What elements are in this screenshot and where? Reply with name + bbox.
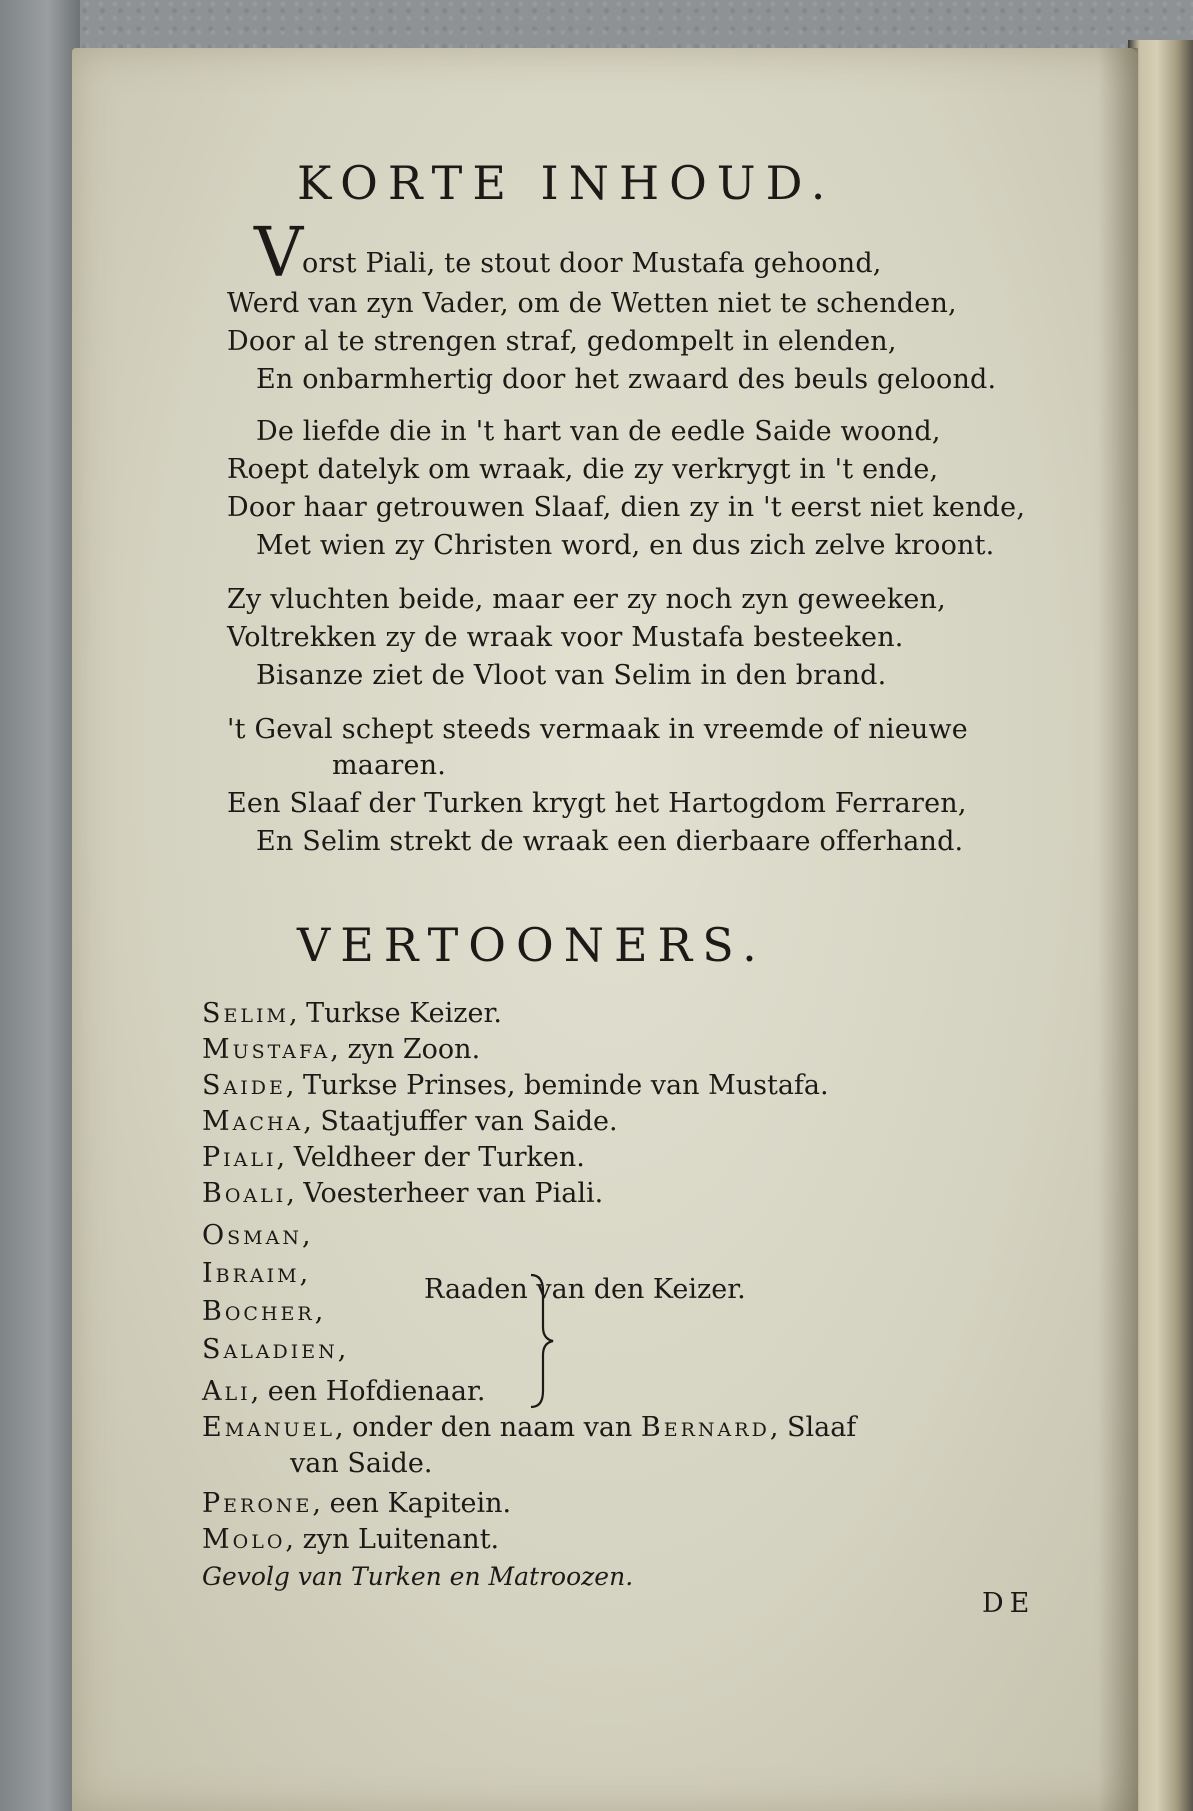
summary-line: De liefde die in 't hart van de eedle Saide woond, — [256, 416, 941, 447]
summary-line: En onbarmhertig door het zwaard des beuls geloond. — [256, 364, 997, 395]
cast-entry — [202, 998, 502, 1029]
spine-shadow — [1098, 48, 1138, 1811]
cast-desc: , — [299, 1258, 309, 1289]
cast-entry — [202, 1524, 499, 1555]
cast-name: Mustafa — [202, 1034, 331, 1065]
cast-heading: VERTOONERS. — [297, 918, 767, 972]
summary-line: Voltrekken zy de wraak voor Mustafa besteeken. — [227, 622, 904, 653]
summary-line: En Selim strekt de wraak een dierbaare offerhand. — [256, 826, 964, 857]
cast-name: Piali — [202, 1142, 277, 1173]
background-cloth — [0, 0, 80, 1811]
council-label: Raaden van den Keizer. — [424, 1274, 746, 1305]
cast-entry — [202, 1220, 311, 1251]
cast-desc: , zyn Luitenant. — [285, 1524, 500, 1555]
cast-entry — [202, 1070, 829, 1101]
cast-desc: , Veldheer der Turken. — [276, 1142, 585, 1173]
cast-entry — [202, 1106, 618, 1137]
cast-retinue: Gevolg van Turken en Matroozen. — [202, 1562, 634, 1591]
cast-name: Macha — [202, 1106, 304, 1137]
cast-desc: , zyn Zoon. — [330, 1034, 481, 1065]
cast-entry — [202, 1142, 585, 1173]
summary-line: Zy vluchten beide, maar eer zy noch zyn geweeken, — [227, 584, 946, 615]
cast-entry — [202, 1296, 323, 1327]
cast-entry — [202, 1334, 346, 1365]
cast-desc: , Staatjuffer van Saide. — [303, 1106, 618, 1137]
summary-line: Door al te strengen straf, gedompelt in elenden, — [227, 326, 897, 357]
cast-name: Ibraim — [202, 1258, 300, 1289]
cast-desc: , — [301, 1220, 311, 1251]
cast-name: Saladien — [202, 1334, 338, 1365]
cast-entry — [202, 1376, 486, 1407]
drop-cap: V — [254, 214, 304, 293]
cast-desc: , een Kapitein. — [312, 1488, 512, 1519]
summary-line: maaren. — [332, 750, 447, 781]
summary-heading: KORTE INHOUD. — [297, 156, 836, 210]
cast-entry — [202, 1258, 308, 1289]
summary-line: Roept datelyk om wraak, die zy verkrygt in 't ende, — [227, 454, 939, 485]
cast-desc: , een Hofdienaar. — [250, 1376, 486, 1407]
summary-line: 't Geval schept steeds vermaak in vreemde of nieuwe — [227, 714, 968, 745]
cast-name: Saide — [202, 1070, 286, 1101]
summary-line: Bisanze ziet de Vloot van Selim in den brand. — [256, 660, 887, 691]
cast-desc: , Voesterheer van Piali. — [286, 1178, 604, 1209]
cast-entry-continuation: van Saide. — [290, 1448, 433, 1479]
cast-name: Osman — [202, 1220, 302, 1251]
cast-name: Bocher — [202, 1296, 315, 1327]
summary-line: Met wien zy Christen word, en dus zich zelve kroont. — [256, 530, 995, 561]
cast-entry — [202, 1178, 603, 1209]
cast-name: Perone — [202, 1488, 313, 1519]
cast-name: Molo — [202, 1524, 286, 1555]
cast-name: Boali — [202, 1178, 287, 1209]
cast-desc: , — [337, 1334, 347, 1365]
cast-name: Selim — [202, 998, 289, 1029]
cast-desc: , — [314, 1296, 324, 1327]
cast-desc: , Turkse Prinses, beminde van Mustafa. — [285, 1070, 829, 1101]
summary-line: Een Slaaf der Turken krygt het Hartogdom Ferraren, — [227, 788, 967, 819]
cast-alias: Bernard — [640, 1412, 770, 1443]
cast-desc: , Slaaf — [769, 1412, 857, 1443]
cast-desc: , onder den naam van — [335, 1412, 641, 1443]
summary-line: Door haar getrouwen Slaaf, dien zy in 't eerst niet kende, — [227, 492, 1026, 523]
catchword: DE — [982, 1588, 1036, 1619]
cast-entry — [202, 1488, 511, 1519]
cast-name: Ali — [202, 1376, 251, 1407]
cast-name: Emanuel — [202, 1412, 336, 1443]
summary-line: Werd van zyn Vader, om de Wetten niet te schenden, — [227, 288, 957, 319]
cast-entry-emanuel — [202, 1412, 856, 1443]
cast-desc: , Turkse Keizer. — [288, 998, 502, 1029]
summary-line: orst Piali, te stout door Mustafa gehoond, — [302, 248, 882, 279]
cast-entry — [202, 1034, 480, 1065]
book-page — [72, 48, 1138, 1811]
